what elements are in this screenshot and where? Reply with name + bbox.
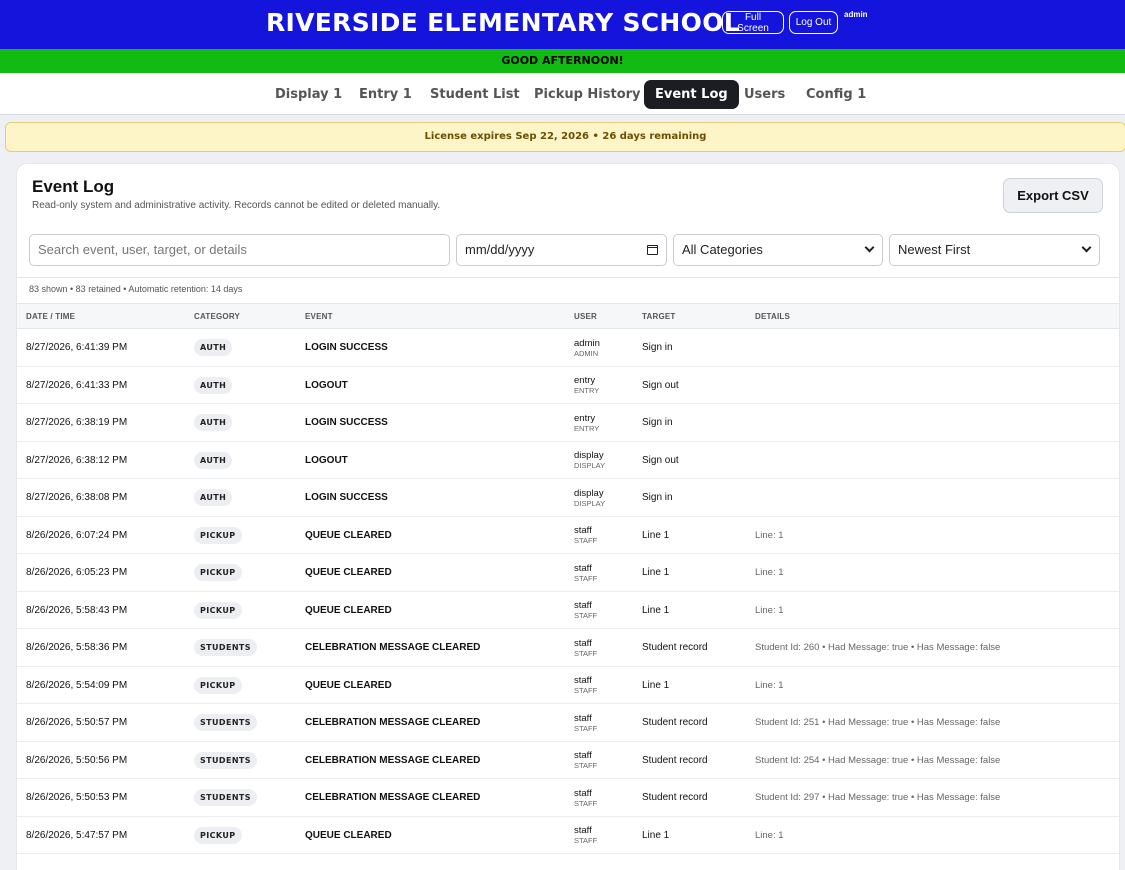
row-event: LOGOUT	[305, 379, 348, 391]
row-details: Line: 1	[755, 529, 784, 541]
row-event: CELEBRATION MESSAGE CLEARED	[305, 754, 481, 766]
row-datetime: 8/26/2026, 5:50:57 PM	[26, 717, 128, 728]
row-event: CELEBRATION MESSAGE CLEARED	[305, 717, 481, 728]
row-event: QUEUE CLEARED	[305, 567, 392, 578]
fullscreen-button[interactable]: Full Screen	[722, 11, 784, 34]
category-badge: STUDENTS	[194, 639, 257, 656]
row-category	[194, 817, 242, 854]
row-user	[574, 329, 600, 366]
row-category	[194, 404, 232, 441]
row-datetime: 8/26/2026, 5:47:57 PM	[26, 829, 128, 841]
record-counts: 83 shown • 83 retained • Automatic retention: 14 days	[29, 284, 243, 294]
table-row	[17, 629, 1119, 667]
user-role: STAFF	[574, 536, 598, 545]
user-name: staff	[574, 600, 592, 611]
row-details: Student Id: 254 • Had Message: true • Has Message: false	[755, 754, 1001, 766]
row-category	[194, 742, 257, 779]
category-badge: PICKUP	[194, 527, 242, 544]
row-category	[194, 554, 242, 591]
user-role: STAFF	[574, 573, 598, 583]
row-event: LOGIN SUCCESS	[305, 417, 388, 428]
user-role: ADMIN	[574, 348, 599, 358]
page-title: Event Log	[32, 177, 115, 196]
row-user	[574, 817, 597, 854]
row-target: Student record	[642, 642, 708, 653]
chevron-down-icon	[865, 243, 875, 253]
user-name: entry	[574, 375, 596, 386]
row-datetime: 8/27/2026, 6:38:08 PM	[26, 492, 128, 503]
row-datetime: 8/26/2026, 5:54:09 PM	[26, 679, 128, 691]
user-name: staff	[574, 675, 592, 686]
row-target: Sign out	[642, 454, 679, 466]
row-category	[194, 667, 242, 704]
row-event: CELEBRATION MESSAGE CLEARED	[305, 642, 481, 653]
divider	[17, 277, 1119, 278]
row-target: Sign in	[642, 492, 673, 503]
row-datetime: 8/26/2026, 6:05:23 PM	[26, 567, 128, 578]
category-select[interactable]	[673, 234, 883, 266]
user-role: STAFF	[574, 686, 598, 695]
table-row	[17, 517, 1119, 555]
event-log-card	[17, 164, 1119, 870]
page-subtitle: Read-only system and administrative activity. Records cannot be edited or deleted manually.	[32, 200, 441, 211]
user-role: STAFF	[574, 798, 598, 808]
header-bar	[0, 0, 1125, 49]
row-category	[194, 479, 232, 516]
table-row	[17, 592, 1119, 630]
row-target: Line 1	[642, 529, 670, 541]
tab-entry-1[interactable]: Entry 1	[359, 87, 412, 102]
column-header-category[interactable]: CATEGORY	[194, 312, 241, 321]
user-role: DISPLAY	[574, 461, 606, 470]
row-datetime: 8/26/2026, 6:07:24 PM	[26, 529, 128, 541]
row-event: QUEUE CLEARED	[305, 604, 392, 616]
tab-config-1[interactable]: Config 1	[806, 87, 867, 102]
row-target: Line 1	[642, 604, 670, 616]
category-badge: PICKUP	[194, 677, 242, 694]
row-user	[574, 554, 597, 591]
table-row	[17, 817, 1119, 855]
row-target: Line 1	[642, 679, 670, 691]
table-row	[17, 404, 1119, 442]
row-datetime: 8/27/2026, 6:41:39 PM	[26, 342, 128, 353]
greeting-banner: GOOD AFTERNOON!	[0, 49, 1125, 73]
search-input[interactable]	[29, 234, 450, 266]
row-event: QUEUE CLEARED	[305, 679, 392, 691]
user-name: display	[574, 450, 604, 461]
row-event: QUEUE CLEARED	[305, 529, 392, 541]
category-badge: STUDENTS	[194, 714, 257, 731]
user-name: display	[574, 487, 604, 499]
user-role: ENTRY	[574, 386, 600, 395]
event-table-body	[17, 329, 1119, 854]
row-category	[194, 704, 257, 741]
row-category	[194, 517, 242, 554]
row-target: Student record	[642, 717, 708, 728]
category-selected-value: All Categories	[682, 242, 763, 257]
row-event: LOGIN SUCCESS	[305, 342, 388, 353]
user-name: staff	[574, 637, 592, 649]
table-row	[17, 704, 1119, 742]
table-row	[17, 442, 1119, 480]
row-user	[574, 704, 597, 741]
category-badge: AUTH	[194, 414, 232, 431]
column-header-date[interactable]: DATE / TIME	[26, 312, 76, 321]
category-badge: AUTH	[194, 377, 232, 394]
row-details: Line: 1	[755, 604, 784, 616]
row-user	[574, 592, 597, 629]
category-badge: AUTH	[194, 339, 232, 356]
row-category	[194, 779, 257, 816]
table-row	[17, 779, 1119, 817]
table-row	[17, 479, 1119, 517]
table-header	[17, 303, 1119, 329]
column-header-details[interactable]: DETAILS	[755, 312, 791, 321]
user-role: STAFF	[574, 761, 598, 770]
row-user	[574, 442, 605, 479]
row-details: Student Id: 251 • Had Message: true • Has Message: false	[755, 717, 1001, 728]
tab-users[interactable]: Users	[744, 87, 786, 102]
user-name: staff	[574, 787, 592, 799]
logout-button[interactable]: Log Out	[789, 11, 838, 34]
row-details: Student Id: 260 • Had Message: true • Has Message: false	[755, 642, 1001, 653]
category-badge: STUDENTS	[194, 789, 257, 806]
main-nav	[0, 73, 1125, 115]
user-name: entry	[574, 412, 596, 424]
row-category	[194, 329, 232, 366]
row-event: QUEUE CLEARED	[305, 829, 392, 841]
row-target: Student record	[642, 754, 708, 766]
search-placeholder: Search event, user, target, or details	[38, 242, 247, 257]
row-details: Student Id: 297 • Had Message: true • Has Message: false	[755, 792, 1001, 803]
calendar-icon[interactable]	[647, 245, 658, 255]
sort-selected-value: Newest First	[898, 242, 971, 257]
row-user	[574, 629, 597, 666]
row-details: Line: 1	[755, 567, 784, 578]
row-details: Line: 1	[755, 679, 784, 691]
column-header-target[interactable]: TARGET	[642, 312, 676, 321]
table-row	[17, 667, 1119, 705]
tab-student-list[interactable]: Student List	[430, 87, 520, 102]
category-badge: PICKUP	[194, 564, 242, 581]
row-target: Sign in	[642, 417, 673, 428]
row-event: LOGIN SUCCESS	[305, 492, 388, 503]
license-banner: License expires Sep 22, 2026 • 26 days remaining	[5, 122, 1125, 152]
user-role: STAFF	[574, 723, 598, 733]
column-header-event[interactable]: EVENT	[305, 312, 333, 321]
user-name: staff	[574, 825, 592, 836]
row-user	[574, 479, 605, 516]
table-row	[17, 742, 1119, 780]
user-name: staff	[574, 525, 592, 536]
user-role: DISPLAY	[574, 498, 606, 508]
category-badge: PICKUP	[194, 602, 242, 619]
user-role: STAFF	[574, 611, 598, 620]
row-event: CELEBRATION MESSAGE CLEARED	[305, 792, 481, 803]
column-header-user[interactable]: USER	[574, 312, 598, 321]
row-user	[574, 779, 597, 816]
row-datetime: 8/26/2026, 5:58:36 PM	[26, 642, 128, 653]
category-badge: AUTH	[194, 452, 232, 469]
row-user	[574, 667, 597, 704]
category-badge: STUDENTS	[194, 752, 257, 769]
tab-pickup-history[interactable]: Pickup History	[534, 87, 641, 102]
row-user	[574, 367, 599, 404]
user-name: staff	[574, 562, 592, 574]
date-placeholder: mm/dd/yyyy	[465, 242, 535, 257]
row-target: Sign out	[642, 379, 679, 391]
table-row	[17, 367, 1119, 405]
export-csv-button[interactable]: Export CSV	[1003, 178, 1103, 213]
row-details: Line: 1	[755, 829, 784, 841]
category-badge: PICKUP	[194, 827, 242, 844]
chevron-down-icon	[1082, 243, 1092, 253]
row-datetime: 8/26/2026, 5:50:56 PM	[26, 754, 128, 766]
row-datetime: 8/26/2026, 5:58:43 PM	[26, 604, 128, 616]
row-user	[574, 404, 599, 441]
tab-event-log[interactable]: Event Log	[644, 80, 739, 109]
tab-display-1[interactable]: Display 1	[275, 87, 343, 102]
row-target: Line 1	[642, 567, 670, 578]
row-datetime: 8/27/2026, 6:41:33 PM	[26, 379, 128, 391]
user-name: staff	[574, 712, 592, 724]
row-target: Line 1	[642, 829, 670, 841]
user-role: STAFF	[574, 648, 598, 658]
row-event: LOGOUT	[305, 454, 348, 466]
row-user	[574, 742, 597, 779]
date-filter-input[interactable]	[456, 234, 667, 266]
row-target: Student record	[642, 792, 708, 803]
user-role: ENTRY	[574, 423, 600, 433]
school-name: RIVERSIDE ELEMENTARY SCHOOL	[266, 8, 740, 37]
row-category	[194, 629, 257, 666]
row-category	[194, 367, 232, 404]
table-row	[17, 554, 1119, 592]
row-target: Sign in	[642, 342, 673, 353]
category-badge: AUTH	[194, 489, 232, 506]
row-datetime: 8/27/2026, 6:38:12 PM	[26, 454, 128, 466]
user-name: staff	[574, 750, 592, 761]
table-row	[17, 329, 1119, 367]
row-datetime: 8/26/2026, 5:50:53 PM	[26, 792, 128, 803]
row-user	[574, 517, 597, 554]
row-category	[194, 442, 232, 479]
current-user-label: admin	[844, 10, 868, 19]
user-name: admin	[574, 337, 600, 349]
row-category	[194, 592, 242, 629]
row-datetime: 8/27/2026, 6:38:19 PM	[26, 417, 128, 428]
sort-select[interactable]	[889, 234, 1100, 266]
user-role: STAFF	[574, 836, 598, 845]
